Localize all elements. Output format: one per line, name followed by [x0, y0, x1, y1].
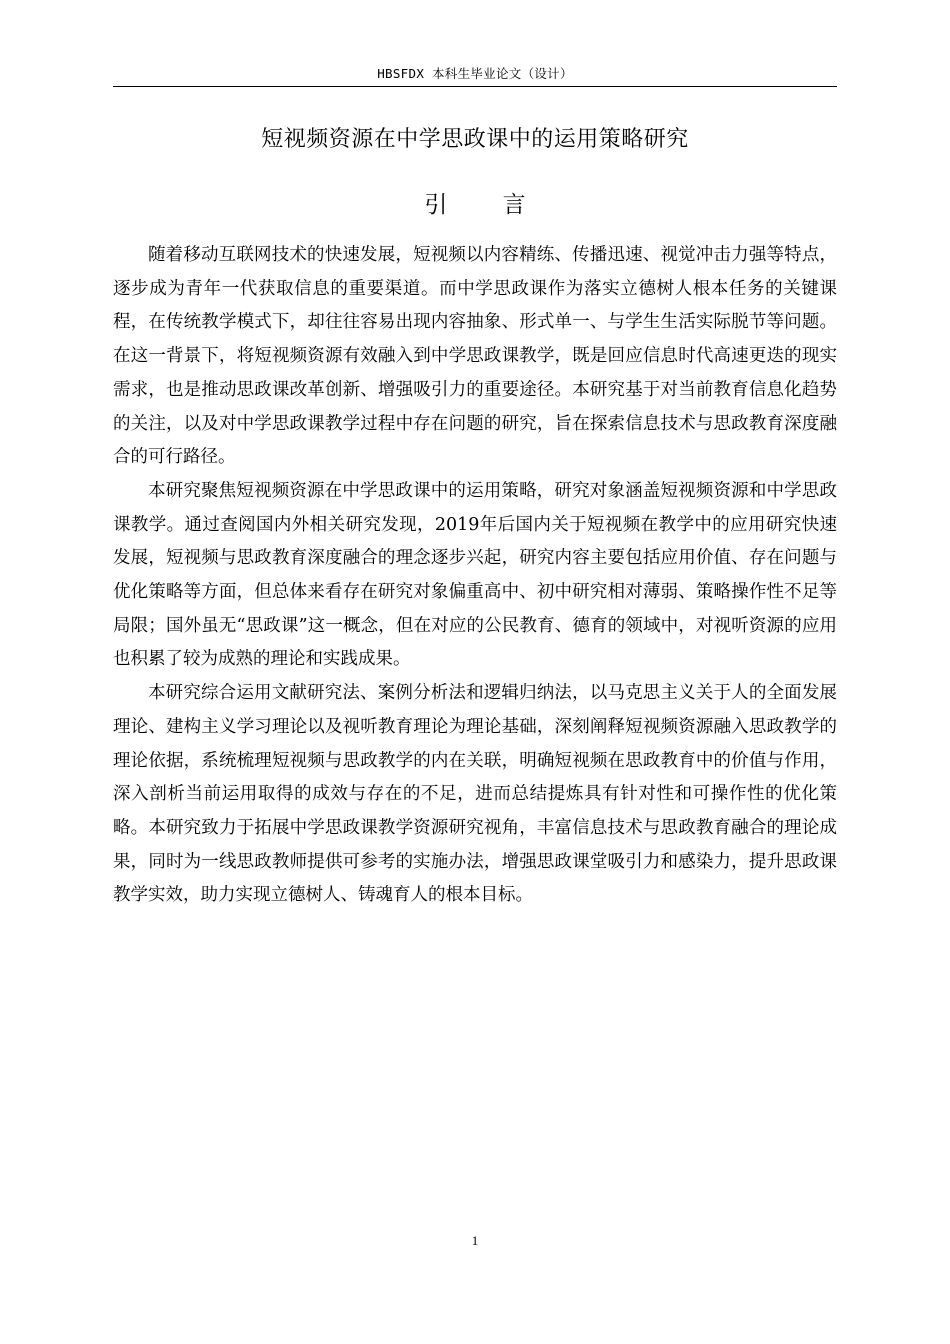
header-rule — [113, 86, 837, 87]
paragraph-2: 本研究聚焦短视频资源在中学思政课中的运用策略，研究对象涵盖短视频资源和中学思政课教学。通过查阅国内外相关研究发现，2019年后国内关于短视频在教学中的应用研究快速发展，短视频与思政教育深度融合的理念逐步兴起，研究内容主要包括应用价值、存在问题与优化策略等方面，但总体来看存在研究对象偏重高中、初中研究相对薄弱、策略操作性不足等局限；国外虽无“思政课”这一概念，但在对应的公民教育、德育的领域中，对视听资源的应用也积累了较为成熟的理论和实践成果。 — [113, 480, 837, 670]
body-text — [113, 239, 837, 913]
paragraph-3: 本研究综合运用文献研究法、案例分析法和逻辑归纳法，以马克思主义关于人的全面发展理论、建构主义学习理论以及视听教育理论为理论基础，深刻阐释短视频资源融入思政教学的理论依据，系统梳理短视频与思政教学的内在关联，明确短视频在思政教育中的价值与作用，深入剖析当前运用取得的成效与存在的不足，进而总结提炼具有针对性和可操作性的优化策略。本研究致力于拓展中学思政课教学资源研究视角，丰富信息技术与思政教育融合的理论成果，同时为一线思政教师提供可参考的实施办法，增强思政课堂吸引力和感染力，提升思政课教学实效，助力实现立德树人、铸魂育人的根本目标。 — [113, 683, 837, 906]
section-heading: 引 言 — [424, 192, 550, 218]
running-header: HBSFDX 本科生毕业论文（设计） — [377, 66, 573, 81]
page-number: 1 — [471, 1233, 479, 1248]
page-title: 短视频资源在中学思政课中的运用策略研究 — [261, 127, 689, 152]
paragraph-1: 随着移动互联网技术的快速发展，短视频以内容精练、传播迅速、视觉冲击力强等特点，逐步成为青年一代获取信息的重要渠道。而中学思政课作为落实立德树人根本任务的关键课程，在传统教学模式下，却往往容易出现内容抽象、形式单一、与学生生活实际脱节等问题。在这一背景下，将短视频资源有效融入到中学思政课教学，既是回应信息时代高速更迭的现实需求，也是推动思政课改革创新、增强吸引力的重要途径。本研究基于对当前教育信息化趋势的关注，以及对中学思政课教学过程中存在问题的研究，旨在探索信息技术与思政教育深度融合的可行路径。 — [113, 245, 837, 468]
